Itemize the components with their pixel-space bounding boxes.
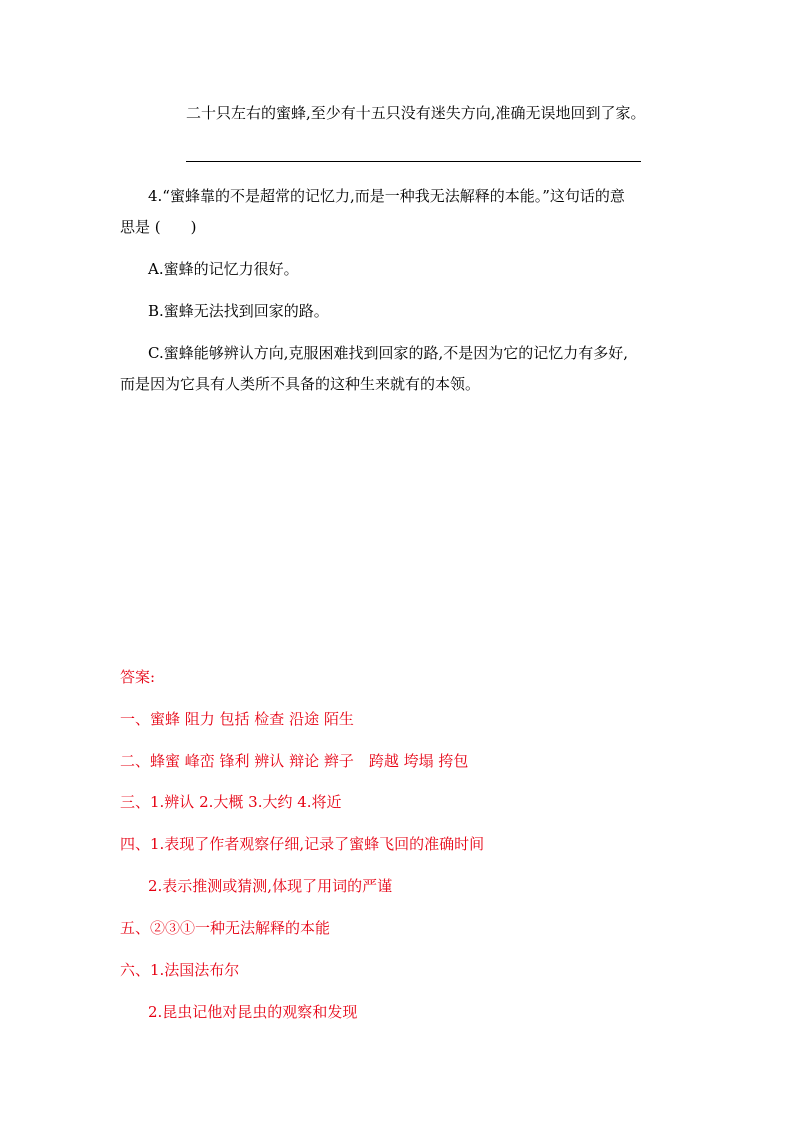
option-a: A.蜜蜂的记忆力很好。 bbox=[148, 260, 299, 278]
question-3-continuation: 二十只左右的蜜蜂,至少有十五只没有迷失方向,准确无误地回到了家。 bbox=[186, 104, 646, 122]
answer-item-3: 三、1.辨认 2.大概 3.大约 4.将近 bbox=[120, 793, 342, 811]
option-c-line-1: C.蜜蜂能够辨认方向,克服困难找到回家的路,不是因为它的记忆力有多好, bbox=[148, 344, 629, 362]
answer-item-6-part-1: 六、1.法国法布尔 bbox=[120, 961, 240, 979]
answer-item-6-part-2: 2.昆虫记他对昆虫的观察和发现 bbox=[148, 1003, 358, 1021]
option-c-line-2: 而是因为它具有人类所不具备的这种生来就有的本领。 bbox=[120, 375, 481, 393]
answer-item-4-part-1: 四、1.表现了作者观察仔细,记录了蜜蜂飞回的准确时间 bbox=[120, 835, 485, 853]
answer-item-5: 五、②③①一种无法解释的本能 bbox=[120, 919, 331, 937]
question-4-line-1: 4.“蜜蜂靠的不是超常的记忆力,而是一种我无法解释的本能。”这句话的意 bbox=[148, 187, 625, 205]
option-b: B.蜜蜂无法找到回家的路。 bbox=[148, 302, 329, 320]
answer-blank-line bbox=[186, 161, 641, 162]
answers-title: 答案: bbox=[120, 668, 156, 686]
question-4-line-2: 思是 ( ) bbox=[120, 218, 197, 236]
answer-item-2: 二、蜂蜜 峰峦 锋利 辨认 辩论 辫子 跨越 垮塌 挎包 bbox=[120, 752, 469, 770]
answer-item-4-part-2: 2.表示推测或猜测,体现了用词的严谨 bbox=[148, 877, 393, 895]
answer-item-1: 一、蜜蜂 阻力 包括 检查 沿途 陌生 bbox=[120, 710, 354, 728]
